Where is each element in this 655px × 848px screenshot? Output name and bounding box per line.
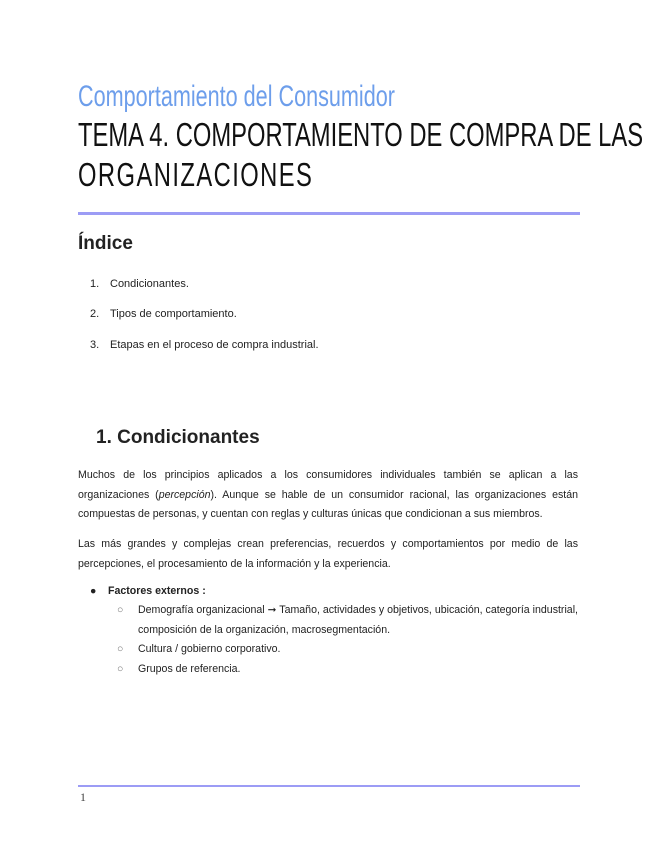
index-label: Etapas en el proceso de compra industrial. [110, 339, 319, 351]
index-num: 3. [90, 339, 100, 351]
sub-bullet-item: Grupos de referencia. [138, 663, 241, 675]
paragraph-2: Las más grandes y complejas crean preferencias, recuerdos y comportamientos por medio de las percepciones, el procesamiento de la información y la experiencia. [78, 538, 578, 570]
document-title-line1 [78, 116, 655, 154]
p1-emphasis: percepción [158, 488, 211, 501]
sub-bullet-circle-icon: ○ [117, 663, 124, 675]
footer-divider [78, 785, 580, 787]
p1-text: Muchos de los principios aplicados a los consumidores individuales también se aplican a las organizaciones ( [78, 469, 578, 501]
index-heading: Índice [78, 233, 133, 254]
title-text-2: ORGANIZACIONES [78, 156, 314, 193]
document-title-line2 [78, 156, 405, 194]
page-number: 1 [80, 790, 86, 804]
subtitle-text: Comportamiento del Consumidor [78, 80, 395, 113]
index-item [90, 308, 237, 320]
header-divider [78, 212, 580, 215]
index-num: 2. [90, 308, 100, 320]
bullet-factores-externos: Factores externos : [108, 585, 206, 597]
sub-bullet-item: Cultura / gobierno corporativo. [138, 643, 281, 655]
index-label: Condicionantes. [110, 278, 189, 290]
sub-bullet-circle-icon: ○ [117, 643, 124, 655]
index-label: Tipos de comportamiento. [110, 308, 237, 320]
document-subtitle [78, 80, 518, 114]
p1-text: ). Aunque se hable de un consumidor racional, las organizaciones están compuestas de personas, y cuentan con reglas y culturas únicas que condicionan a sus miembros. [78, 488, 578, 520]
paragraph-1 [78, 466, 578, 525]
index-item [90, 278, 189, 290]
sub-bullet-item: Demografía organizacional ➞ Tamaño, actividades y objetivos, ubicación, categoría industrial, composición de la organización, macrosegmentación. [138, 604, 578, 636]
title-text-1: TEMA 4. COMPORTAMIENTO DE COMPRA DE LAS [78, 116, 644, 153]
section-heading: 1. Condicionantes [96, 427, 260, 448]
bullet-dot-icon: ● [90, 585, 97, 597]
sub-bullet-circle-icon: ○ [117, 604, 124, 616]
index-item [90, 339, 319, 351]
index-num: 1. [90, 278, 100, 290]
